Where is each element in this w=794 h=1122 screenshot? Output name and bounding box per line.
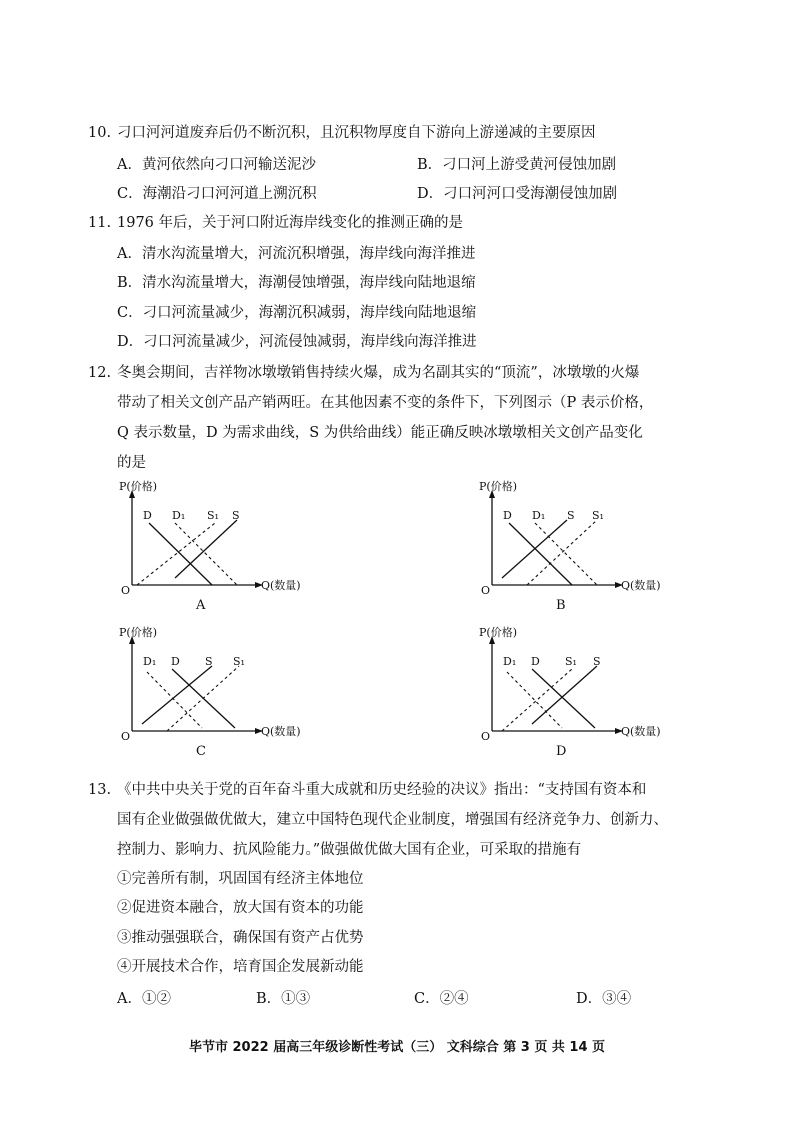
- label-s1: S₁: [233, 655, 245, 668]
- curve-s: [175, 520, 237, 578]
- origin-label: O: [481, 730, 491, 743]
- graph-a: [117, 478, 307, 603]
- label-d1: D₁: [143, 655, 157, 668]
- q10-option-d: D．刁口河河口受海潮侵蚀加剧: [417, 186, 618, 202]
- label-d: D: [171, 655, 180, 668]
- curve-s: [142, 666, 212, 724]
- q13-option-c: C．②④: [414, 991, 469, 1007]
- q13-item-2: ②促进资本融合，放大国有资本的功能: [117, 900, 364, 916]
- q13-option-d: D．③④: [576, 991, 632, 1007]
- graph-b-caption: B: [556, 598, 566, 613]
- q11-stem: 1976 年后，关于河口附近海岸线变化的推测正确的是: [117, 215, 464, 231]
- y-axis-label: P(价格): [119, 480, 157, 493]
- y-axis-label: P(价格): [479, 480, 517, 493]
- origin-label: O: [121, 584, 131, 597]
- label-d1: D₁: [532, 509, 546, 522]
- q13-item-3: ③推动强强联合，确保国有资产占优势: [117, 930, 364, 946]
- graph-a-caption: A: [196, 598, 206, 613]
- q10-option-b: B．刁口河上游受黄河侵蚀加剧: [417, 157, 617, 173]
- x-axis-label: Q(数量): [621, 579, 661, 592]
- q11-option-b: B．清水沟流量增大，海潮侵蚀增强，海岸线向陆地退缩: [117, 275, 476, 291]
- q12-line-1: 冬奥会期间，吉祥物冰墩墩销售持续火爆，成为名副其实的“顶流”，冰墩墩的火爆: [117, 365, 640, 381]
- q12-number: 12.: [88, 365, 112, 381]
- curve-d1: [175, 523, 237, 585]
- q13-line-2: 国有企业做强做优做大，建立中国特色现代企业制度，增强国有经济竞争力、创新力、: [117, 812, 668, 828]
- q10-stem: 刁口河河道废弃后仍不断沉积，且沉积物厚度自下游向上游递减的主要原因: [117, 125, 596, 141]
- origin-label: O: [121, 730, 131, 743]
- q11-number: 11.: [88, 215, 112, 231]
- q12-line-3: Q 表示数量，D 为需求曲线，S 为供给曲线）能正确反映冰墩墩相关文创产品变化: [117, 425, 643, 441]
- q13-line-3: 控制力、影响力、抗风险能力。”做强做优做大国有企业，可采取的措施有: [117, 842, 582, 858]
- q11-option-c: C．刁口河流量减少，海潮沉积减弱，海岸线向陆地退缩: [117, 305, 477, 321]
- q10-option-c: C．海潮沿刁口河河道上溯沉积: [117, 186, 317, 202]
- curve-s: [502, 520, 567, 578]
- label-d: D: [503, 509, 512, 522]
- curve-d1: [507, 672, 562, 728]
- label-s1: S₁: [207, 509, 219, 522]
- q12-line-4: 的是: [117, 455, 146, 471]
- label-d1: D₁: [172, 509, 186, 522]
- q13-option-b: B．①③: [256, 991, 311, 1007]
- graph-b: [477, 478, 667, 603]
- label-s1: S₁: [592, 509, 604, 522]
- curve-s: [532, 666, 597, 724]
- curve-d: [509, 523, 572, 585]
- label-s: S: [593, 655, 601, 668]
- graph-d: [477, 624, 667, 749]
- graph-d-caption: D: [556, 744, 567, 759]
- graph-c: [117, 624, 307, 749]
- x-axis-label: Q(数量): [621, 725, 661, 738]
- q13-item-4: ④开展技术合作，培育国企发展新动能: [117, 959, 364, 975]
- q12-line-2: 带动了相关文创产品产销两旺。在其他因素不变的条件下，下列图示（P 表示价格，: [117, 395, 654, 411]
- origin-label: O: [481, 584, 491, 597]
- label-s: S: [232, 509, 240, 522]
- q10-number: 10.: [88, 125, 112, 141]
- label-s: S: [205, 655, 213, 668]
- q11-option-a: A．清水沟流量增大，河流沉积增强，海岸线向海洋推进: [117, 246, 476, 262]
- curve-d1: [535, 523, 597, 585]
- q13-line-1: 《中共中央关于党的百年奋斗重大成就和历史经验的决议》指出：“支持国有资本和: [117, 782, 647, 798]
- page-footer: 毕节市 2022 届高三年级诊断性考试（三） 文科综合 第 3 页 共 14 页: [188, 1040, 606, 1055]
- q13-item-1: ①完善所有制，巩固国有经济主体地位: [117, 871, 364, 887]
- label-d1: D₁: [503, 655, 517, 668]
- y-axis-label: P(价格): [479, 626, 517, 639]
- label-d: D: [143, 509, 152, 522]
- label-s: S: [567, 509, 575, 522]
- y-axis-label: P(价格): [119, 626, 157, 639]
- label-d: D: [531, 655, 540, 668]
- q13-option-a: A．①②: [117, 991, 171, 1007]
- q11-option-d: D．刁口河流量减少，河流侵蚀减弱，海岸线向海洋推进: [117, 334, 477, 350]
- x-axis-label: Q(数量): [261, 725, 301, 738]
- q10-option-a: A．黄河依然向刁口河输送泥沙: [117, 157, 316, 173]
- graph-c-caption: C: [196, 744, 206, 759]
- label-s1: S₁: [565, 655, 577, 668]
- x-axis-label: Q(数量): [261, 579, 301, 592]
- q13-number: 13.: [88, 782, 112, 798]
- curve-d: [532, 669, 595, 728]
